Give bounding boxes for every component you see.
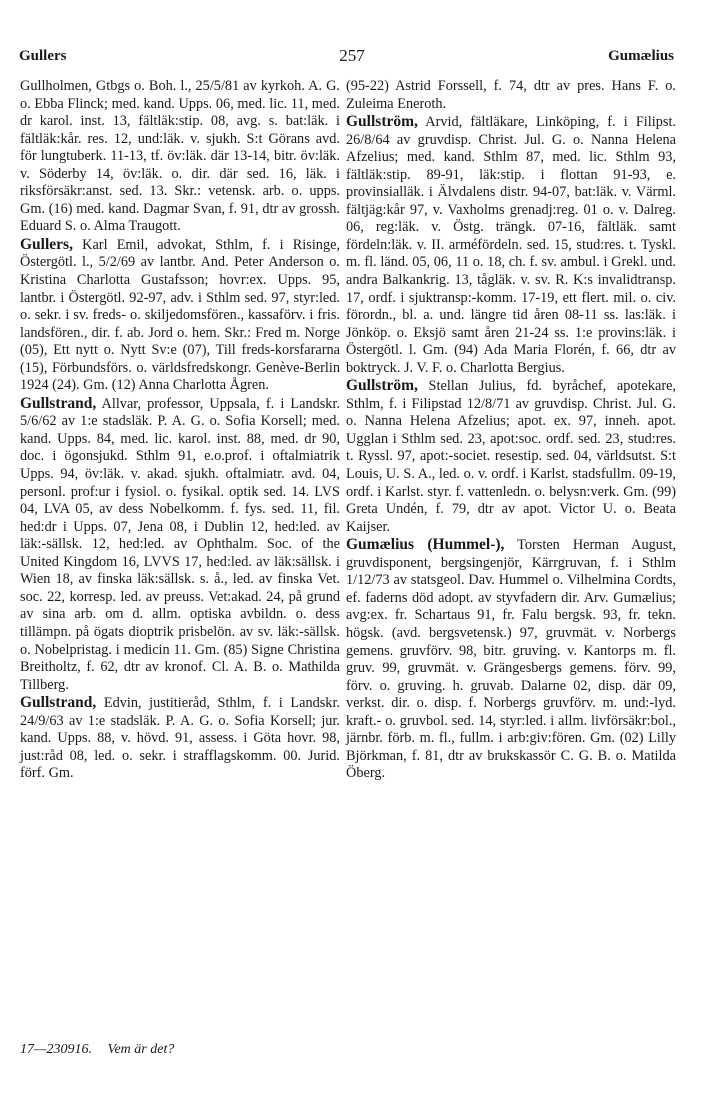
running-head-left: Gullers	[19, 48, 67, 64]
entry-body: Edvin, justitieråd, Sthlm, f. i Landskr. 24/9/63 av 1:e stadsläk. P. A. G. o. Sofia Korsell; jur. kand. Upps. 88, v. hövd. 91, assess. i Göta hovr. 98, just:råd 08, led. o. sekr. i strafflagskomm. 00. Jurid. förf. Gm.	[20, 695, 340, 782]
entry-body: Karl Emil, advokat, Sthlm, f. i Risinge, Östergötl. l., 5/2/69 av lantbr. And. Peter Anderson o. Kristina Charlotta Gustafsson; hovr:ex. Upps. 95, lantbr. i Östergötl. 92-97, adv. i Sthlm sed. 97, styr:led. o. sekr. i sv. freds- o. skiljedomsfören., kassaförv. i fris. landsfören., dir. f. ab. Jord o. hem. Skr.: Fred m. Norge (05), Ett nytt o. Nytt Sv:e (07), Till freds-korsfararna (15), Förbundsförs. o. världsfredskongr. Genève-Berlin 1924 (24). Gm. (12) Anna Charlotta Ågren.	[20, 236, 341, 394]
entry-body: Torsten Herman August, gruvdisponent, bergsingenjör, Kärrgruvan, f. i Sthlm 1/12/73 av statsgeol. Dav. Hummel o. Vilhelmina Cordts, ef. faderns död adopt. av styvfadern dir. Arv. Gumælius; avg:ex. fr. Schartaus 91, fr. Falu bergsk. 93, fr. tekn. högsk. (avd. bergsvetensk.) 97, gruvmät. v. Norbergs gemens. gruvförv. 98, bitr. gruving. v. Kantorps m. fl. gruv. 99, gruvmät. v. Grängesbergs gemens. förv. 99, förv. o. gruving. h. gruvab. Dalarne 02, disp. där 09, verkst. dir. o. disp. f. Norbergs gruvförv. m. und:-lyd. kraft.- o. gruvbol. sed. 14, styr:led. i allm. livförsäkr:bol., järnbr. förb. m. fl., fullm. i arb:giv:fören. Gm. (02) Lilly Björkman, f. 81, dtr av brukskassör C. G. B. o. Matilda Öberg.	[346, 537, 676, 782]
running-head-right: Gumælius	[608, 48, 674, 64]
entry-body: Allvar, professor, Uppsala, f. i Landskr. 5/6/62 av 1:e stadsläk. P. A. G. o. Sofia Korsell; med. kand. Upps. 84, med. lic. karol. inst. 88, med. dr 90, doc. i ögonsjukd. Sthlm 91, e.o.prof. i oftalmiatrik Upps. 94, öv:läk. v. akad. sjukh. oftalmiatr. avd. 04, personl. prof:ur i fysiol. o. fysikal. optik sed. 14. LVS 04, LVA 05, av dess Nobelkomm. f. fys. sed. 11, fil. hed:dr i Upps. 07, Jena 08, i Dublin 12, hed:led. av läk:-sällsk. 12, hed:led. av Ophthalm. Soc. of the United Kingdom 16, LVVS 17, hed:led. av läk:sällsk. i Wien 18, av finska läk:sällsk. s. å., led. av finska Vet. soc. 22, korresp. led. av preuss. Vet:akad. 24, på grund av sina arb. om d. allm. optiska avbildn. o. dess tillämpn. på ögats dioptrik prisbelön. av sv. läk:-sällsk. o. Nobelpristag. i medicin 11. Gm. (85) Signe Christina Breitholtz, f. 62, dtr av kronof. Cl. A. B. o. Mathilda Tillberg.	[20, 395, 340, 693]
page-number: 257	[339, 46, 365, 65]
entry-gullstrom-arvid	[346, 113, 676, 377]
entry-gumaelius-torsten	[346, 536, 676, 783]
entry-name: Gullers,	[20, 235, 73, 253]
entry-name: Gumælius (Hummel-),	[346, 536, 505, 554]
entry-continuation: Gullholmen, Gtbgs o. Boh. l., 25/5/81 av kyrkoh. A. G. o. Ebba Flinck; med. kand. Upps. 06, med. lic. 11, med. dr karol. inst. 13, fältläk:stip. 08, avg. s. bat:läk. i fältläk:kår. res. 12, und:läk. v. sjukh. S:t Görans avd. för lungtuberk. 11-13, tf. öv:läk. där 13-14, bitr. öv:läk. v. Söderby 14, öv:läk. o. dir. där sed. 16, läk. i riksförsäkr:anst. sed. 13. Skr.: vetensk. arb. o. upps. Gm. (16) med. kand. Dagmar Svan, f. 91, dtr av grossh. Eduard S. o. Alma Traugott.	[20, 78, 340, 235]
entry-continuation: (95-22) Astrid Forssell, f. 74, dtr av pres. Hans F. o. Zuleima Eneroth.	[346, 78, 676, 112]
entry-gullstrand-allvar	[20, 395, 340, 694]
entry-name: Gullström,	[346, 113, 418, 131]
entry-gullstrand-edvin	[20, 694, 340, 783]
left-column	[20, 78, 340, 783]
right-column	[346, 78, 676, 783]
entry-name: Gullstrand,	[20, 694, 97, 712]
entry-body: Stellan Julius, fd. byråchef, apotekare, Sthlm, f. i Filipstad 12/8/71 av gruvdisp. Christ. Jul. G. o. Nanna Helena Afzelius; apot. ex. 97, inneh. apot. Ugglan i Sthlm sed. 23, apot:soc. ordf. sed. 23, stud:res. t. Ryssl. 97, apot:-societ. resestip. sed. 04, världsutst. S:t Louis, U. S. A., led. o. v. ordf. i Karlst. stadsfullm. 09-19, ordf. i Karlst. styr. f. vattenledn. o. belysn:verk. Gm. (99) Greta Undén, f. 79, dtr av apot. Victor U. o. Beata Kaijser.	[346, 378, 676, 535]
entry-gullers-karl-emil	[20, 236, 340, 395]
entry-body: Arvid, fältläkare, Linköping, f. i Filipst. 26/8/64 av gruvdisp. Christ. Jul. G. o. Nanna Helena Afzelius; med. kand. Sthlm 87, med. lic. Sthlm 93, fältläk:stip. 89-91, läk:stip. i flottan 91-93, e. provinsialläk. i Älvdalens distr. 94-07, bat:läk. v. Värml. fältjäg:kår 97, v. Vaxholms grenadj:reg. 01 o. v. Dalreg. 06, reg:läk. v. Östg. trängk. 07-16, fältläk. samt fördeln:läk. v. II. arméfördeln. sed. 15, stud:res. t. Tyskl. m. fl. länd. 05, 06, 11 o. 18, ch. f. sv. ambul. i Grekl. und. andra Balkankrig. 13, tågläk. v. sv. R. K:s invalidtransp. 17, ordf. i sjuktransp:-komm. 17-19, ett flert. mil. o. civ. förordn., bl. a. und. längre tid åren 08-11 ss. las:läk. i Jönköp. o. Eksjö samt åren 21-24 ss. 1:e provins:läk. i Östergötl. l. Gm. (94) Ada Maria Florén, f. 66, dtr av boktryck. J. V. F. o. Charlotta Bergius.	[346, 114, 676, 376]
footer	[20, 1042, 174, 1058]
catchword: Vem är det?	[107, 1042, 175, 1057]
entry-gullstrom-stellan	[346, 377, 676, 536]
entry-name: Gullström,	[346, 377, 418, 395]
printer-signature: 17—230916.	[20, 1042, 92, 1057]
entry-name: Gullstrand,	[20, 394, 97, 412]
